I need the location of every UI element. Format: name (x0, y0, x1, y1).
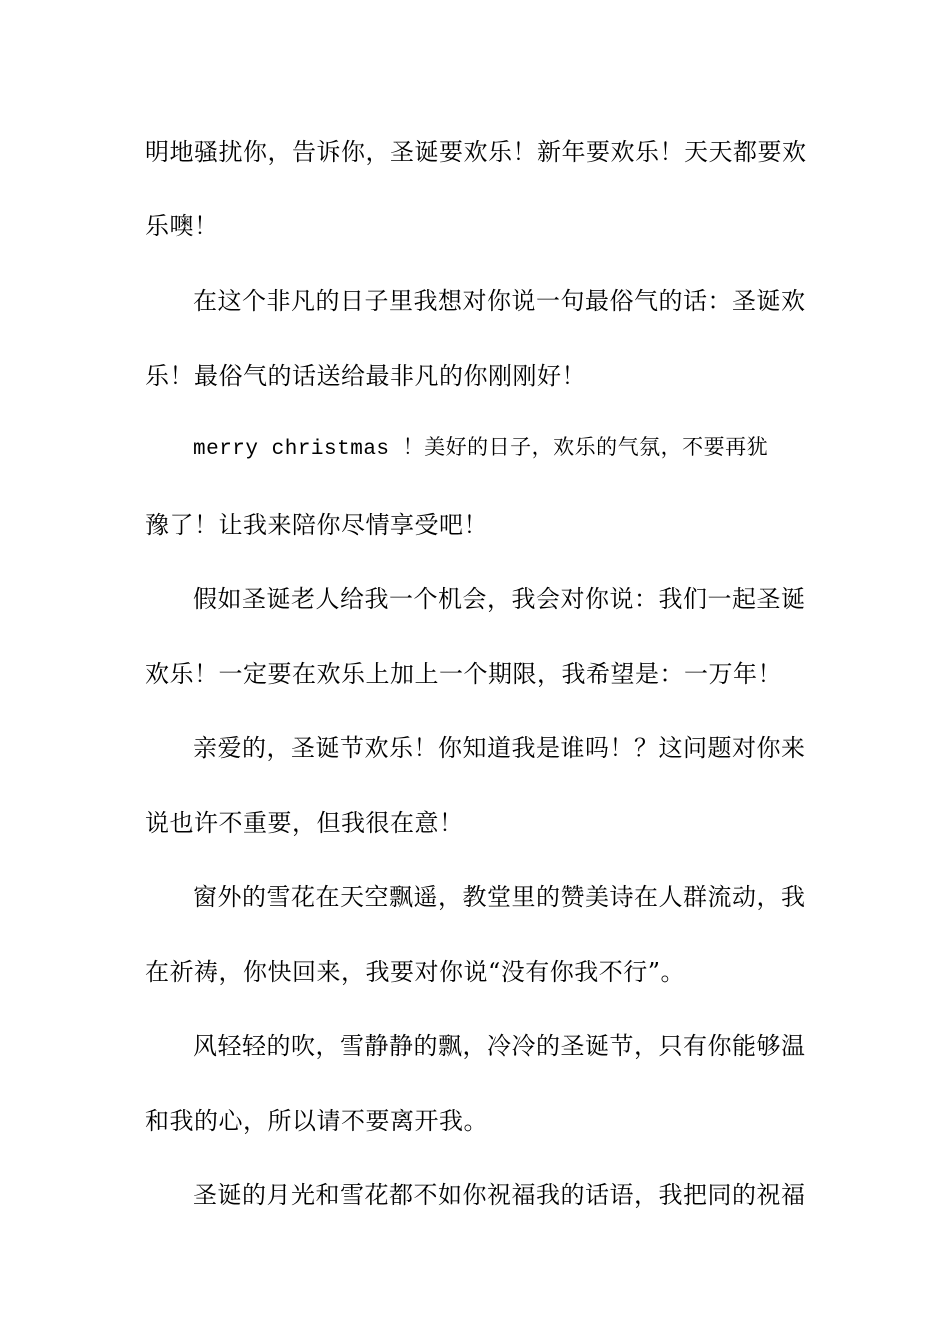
text-line: 乐噢！ (145, 212, 219, 240)
text-line: 说也许不重要，但我很在意！ (145, 809, 464, 837)
paragraph-start-line: 假如圣诞老人给我一个机会，我会对你说：我们一起圣诞 (193, 585, 806, 613)
paragraph-start-line: 亲爱的，圣诞节欢乐！你知道我是谁吗！？这问题对你来 (193, 734, 806, 762)
text-line: 欢乐！一定要在欢乐上加上一个期限，我希望是：一万年！ (145, 660, 782, 688)
text-line: 明地骚扰你，告诉你，圣诞要欢乐！新年要欢乐！天天都要欢 (145, 138, 807, 166)
paragraph-start-line: merry christmas ！美好的日子，欢乐的气氛，不要再犹 (193, 438, 769, 461)
paragraph-start-line: 风轻轻的吹，雪静静的飘，冷冷的圣诞节，只有你能够温 (193, 1032, 806, 1060)
paragraph-start-line: 窗外的雪花在天空飘遥，教堂里的赞美诗在人群流动，我 (193, 883, 806, 911)
text-line: 在祈祷，你快回来，我要对你说“没有你我不行”。 (145, 958, 686, 986)
text-line: 和我的心，所以请不要离开我。 (145, 1107, 488, 1135)
text-line: 乐！最俗气的话送给最非凡的你刚刚好！ (145, 362, 586, 390)
paragraph-start-line: 圣诞的月光和雪花都不如你祝福我的话语，我把同的祝福 (193, 1181, 806, 1209)
text-line: 豫了！让我来陪你尽情享受吧！ (145, 511, 488, 539)
paragraph-start-line: 在这个非凡的日子里我想对你说一句最俗气的话：圣诞欢 (193, 287, 806, 315)
